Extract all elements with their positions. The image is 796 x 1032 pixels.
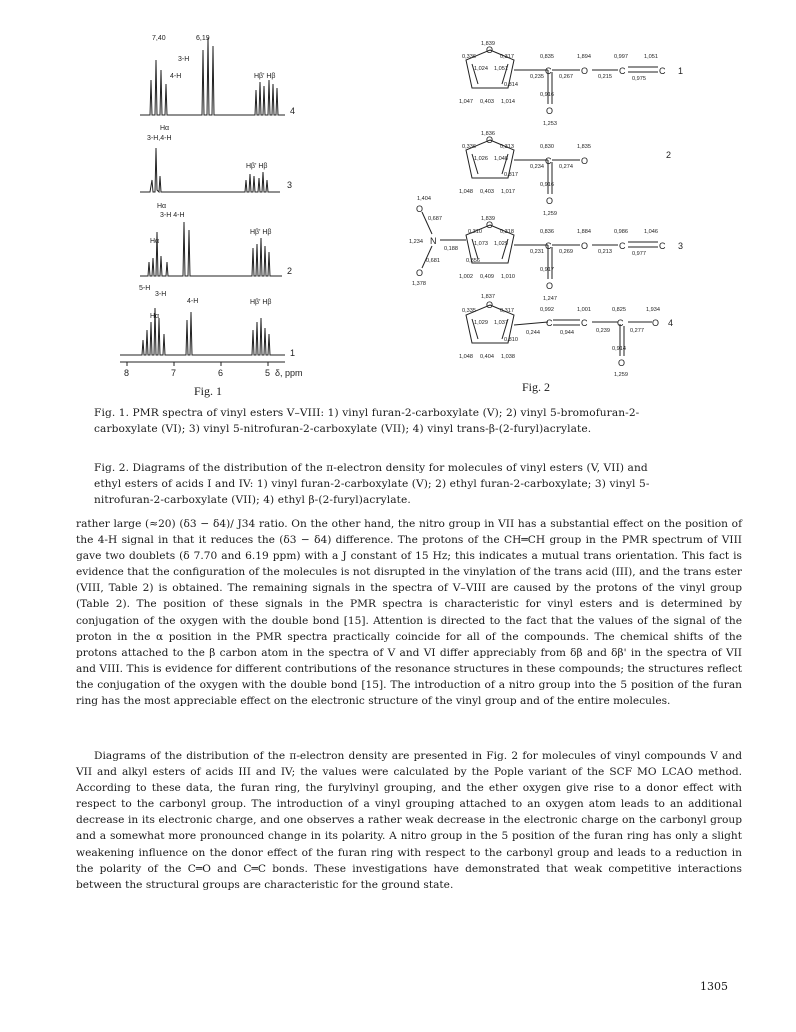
charge-value: 1,234 [409, 239, 423, 245]
charge-value: 1,836 [481, 131, 495, 137]
molecule-4 [459, 294, 673, 378]
charge-value: 0,404 [480, 354, 494, 360]
atom-o: O [652, 318, 660, 328]
charge-value: 0,977 [632, 251, 646, 257]
charge-value: 1,038 [501, 354, 515, 360]
figure1-caption: Fig. 1. PMR spectra of vinyl esters V–VIII: 1) vinyl furan-2-carboxylate (V); 2) vinyl 5-bromofuran-2-carboxylate (VI); 3) vinyl 5-nitrofuran-2-carboxylate (VII); 4) vinyl trans-β-(2-furyl)acrylate. [94, 407, 640, 435]
peak-label: Hβ' Hβ [250, 229, 272, 236]
atom-o: O [416, 268, 424, 278]
charge-value: 1,048 [459, 189, 473, 195]
charge-value: 0,810 [504, 337, 518, 343]
charge-value: 0,836 [540, 229, 554, 235]
atom-n: N [430, 236, 437, 246]
peak-label: 3-H [155, 291, 167, 298]
charge-value: 0,403 [480, 189, 494, 195]
peak-label: Hα [160, 125, 170, 132]
atom-c: C [617, 318, 624, 328]
charge-value: 0,318 [500, 229, 514, 235]
spectrum-trace-1 [120, 308, 285, 355]
charge-value: 1,047 [459, 99, 473, 105]
atom-c: C [545, 241, 552, 251]
charge-value: 0,231 [530, 249, 544, 255]
charge-value: 0,814 [504, 82, 518, 88]
charge-value: 0,856 [466, 258, 480, 264]
body-paragraph-2: Diagrams of the distribution of the π-electron density are presented in Fig. 2 for molecules of vinyl compounds V and VII and alkyl esters of acids III and IV; the values were calculated by the Pople variant of the SCF MO LCAO method. According to these data, the furan ring, the furylvinyl grouping, and the ether oxygen give rise to a donor effect with respect to the carbonyl group. The introduction of a vinyl grouping attached to an oxygen atom leads to an additional decrease in its electronic charge, and one observes a rather weak decrease in the electronic charge on the carbonyl group and a somewhat more pronounced change in its polarity. A nitro group in the 5 position of the furan ring has only a slight weakening influence on the donor effect of the furan ring with respect to the carbonyl group and leads to a reduction in the polarity of the C═O and C═C bonds. These investigations have demonstrated that weak competitive interactions between the structural groups are characteristic for the ground state. [76, 750, 742, 891]
atom-c: C [546, 318, 553, 328]
charge-value: 0,269 [559, 249, 573, 255]
spectrum-axis [120, 362, 285, 366]
charge-value: 0,687 [428, 216, 442, 222]
axis-tick-label: 5 [265, 368, 271, 378]
charge-value: 0,409 [480, 274, 494, 280]
charge-value: 0,310 [468, 229, 482, 235]
peak-label: Hα [150, 313, 160, 320]
atom-c: C [545, 66, 552, 76]
peak-label: 5-H [139, 285, 151, 292]
molecule-2 [459, 131, 671, 217]
peak-label: 3-H,4-H [147, 135, 172, 142]
peak-label: 4-H [187, 298, 199, 305]
charge-value: 0,336 [462, 54, 476, 60]
charge-value: 1,934 [646, 307, 660, 313]
charge-value: 1,835 [577, 144, 591, 150]
charge-value: 1,017 [501, 189, 515, 195]
charge-value: 1,839 [481, 41, 495, 47]
charge-value: 0,681 [426, 258, 440, 264]
atom-c: C [619, 66, 626, 76]
charge-value: 1,002 [459, 274, 473, 280]
charge-value: 0,914 [612, 346, 626, 352]
peak-label: 6,19 [196, 35, 210, 42]
charge-value: 1,247 [543, 296, 557, 302]
charge-value: 0,403 [480, 99, 494, 105]
peak-label: Hα [150, 238, 160, 245]
atom-c: C [619, 241, 626, 251]
figure2-caption: Fig. 2. Diagrams of the distribution of the π-electron density for molecules of vinyl esters (V, VII) and ethyl esters of acids I and IV: 1) vinyl furan-2-carboxylate (V); 2) ethyl furan-2-carboxylate; 3) vinyl 5-nitrofuran-2-carboxylate (VII); 4) ethyl β-(2-furyl)acrylate. [94, 462, 650, 506]
charge-value: 0,277 [630, 328, 644, 334]
charge-value: 1,839 [481, 216, 495, 222]
trace-number: 1 [290, 348, 296, 358]
atom-o: O [581, 156, 589, 166]
charge-value: 1,259 [543, 211, 557, 217]
trace-number: 4 [290, 106, 296, 116]
charge-value: 1,073 [474, 241, 488, 247]
figures-area [0, 0, 796, 400]
molecule-1 [459, 41, 683, 127]
charge-value: 0,213 [598, 249, 612, 255]
charge-value: 0,234 [530, 164, 544, 170]
peak-label: Hα [157, 203, 167, 210]
charge-value: 1,001 [577, 307, 591, 313]
charge-value: 0,825 [612, 307, 626, 313]
charge-value: 1,010 [501, 274, 515, 280]
charge-value: 1,404 [417, 196, 431, 202]
charge-value: 1,884 [577, 229, 591, 235]
charge-value: 0,215 [598, 74, 612, 80]
charge-value: 1,014 [501, 99, 515, 105]
atom-c: C [659, 241, 666, 251]
charge-value: 0,317 [500, 54, 514, 60]
charge-value: 1,037 [494, 320, 508, 326]
charge-value: 1,026 [474, 156, 488, 162]
atom-o: O [546, 106, 554, 116]
charge-value: 1,048 [459, 354, 473, 360]
molecule-number: 3 [678, 241, 684, 251]
figure1-spectra [120, 38, 285, 366]
trace-number: 2 [287, 266, 293, 276]
charge-value: 0,317 [500, 308, 514, 314]
figure1-label: Fig. 1 [194, 384, 223, 398]
atom-o: O [416, 204, 424, 214]
page-number: 1305 [700, 980, 728, 993]
atom-o: O [581, 66, 589, 76]
charge-value: 0,975 [632, 76, 646, 82]
peak-label: 3-H 4-H [160, 212, 185, 219]
atom-o: O [486, 300, 494, 310]
charge-value: 0,916 [540, 182, 554, 188]
figure2-label: Fig. 2 [522, 380, 551, 394]
charge-value: 1,259 [614, 372, 628, 378]
atom-c: C [545, 156, 552, 166]
charge-value: 1,378 [412, 281, 426, 287]
charge-value: 0,835 [540, 54, 554, 60]
molecule-number: 1 [678, 66, 684, 76]
peak-label: 7,40 [152, 35, 166, 42]
charge-value: 0,916 [540, 92, 554, 98]
trace-number: 3 [287, 180, 293, 190]
axis-unit: δ, ppm [275, 368, 303, 378]
atom-c: C [659, 66, 666, 76]
charge-value: 0,944 [560, 330, 574, 336]
charge-value: 1,024 [474, 66, 488, 72]
atom-o: O [486, 45, 494, 55]
axis-tick-label: 7 [171, 368, 177, 378]
charge-value: 0,917 [540, 267, 554, 273]
charge-value: 0,997 [614, 54, 628, 60]
charge-value: 1,837 [481, 294, 495, 300]
atom-o: O [618, 358, 626, 368]
peak-label: Hβ' Hβ [246, 163, 268, 170]
atom-o: O [546, 281, 554, 291]
charge-value: 0,986 [614, 229, 628, 235]
spectrum-trace-3 [140, 148, 280, 192]
charge-value: 0,830 [540, 144, 554, 150]
molecule-number: 2 [666, 150, 672, 160]
charge-value: 1,894 [577, 54, 591, 60]
charge-value: 0,267 [559, 74, 573, 80]
charge-value: 0,335 [462, 308, 476, 314]
peak-label: 4-H [170, 73, 182, 80]
charge-value: 0,336 [462, 144, 476, 150]
charge-value: 0,188 [444, 246, 458, 252]
body-paragraph-1: rather large (≈20) (δ3 − δ4)/ J34 ratio. On the other hand, the nitro group in VII has a substantial effect on the position of the 4-H signal in that it reduces the (δ3 − δ4) difference. The protons of the CH═CH group in the PMR spectrum of VIII gave two doublets (δ 7.70 and 6.19 ppm) with a J constant of 15 Hz; this indicates a mutual trans orientation. This fact is evidence that the configuration of the molecules is not disrupted in the vinylation of the trans acid (III), and the trans ester (VIII, Table 2) is obtained. The remaining signals in the spectra of V–VIII are caused by the protons of the vinyl group (Table 2). The position of these signals in the PMR spectra is characteristic for vinyl esters and is determined by conjugation of the oxygen with the double bond [15]. Attention is directed to the fact that the values of the signal of the proton in the α position in the PMR spectra practically coincide for all of the compounds. The chemical shifts of the protons attached to the β carbon atom in the spectra of V and VI differ appreciably from δβ and δβ' in the spectra of VII and VIII. This is evidence for different contributions of the resonance structures in these compounds; the structures reflect the conjugation of the oxygen with the double bond [15]. The introduction of a nitro group into the 5 position of the furan ring has the most appreciable effect on the electronic structure of the vinyl group and of the entire molecules. [76, 518, 742, 708]
atom-o: O [486, 135, 494, 145]
charge-value: 0,313 [500, 144, 514, 150]
peak-label: 3-H [178, 56, 190, 63]
charge-value: 0,992 [540, 307, 554, 313]
peak-label: Hβ' Hβ [250, 299, 272, 306]
charge-value: 0,239 [596, 328, 610, 334]
charge-value: 0,817 [504, 172, 518, 178]
charge-value: 0,274 [559, 164, 573, 170]
atom-c: C [581, 318, 588, 328]
axis-tick-label: 8 [124, 368, 130, 378]
charge-value: 0,235 [530, 74, 544, 80]
molecule-number: 4 [668, 318, 674, 328]
atom-o: O [546, 196, 554, 206]
charge-value: 1,051 [494, 66, 508, 72]
charge-value: 1,048 [494, 156, 508, 162]
charge-value: 1,253 [543, 121, 557, 127]
charge-value: 0,244 [526, 330, 540, 336]
charge-value: 1,051 [644, 54, 658, 60]
atom-o: O [581, 241, 589, 251]
charge-value: 1,046 [644, 229, 658, 235]
charge-value: 1,029 [474, 320, 488, 326]
axis-tick-label: 6 [218, 368, 224, 378]
charge-value: 1,029 [494, 241, 508, 247]
atom-o: O [486, 220, 494, 230]
peak-label: Hβ' Hβ [254, 73, 276, 80]
